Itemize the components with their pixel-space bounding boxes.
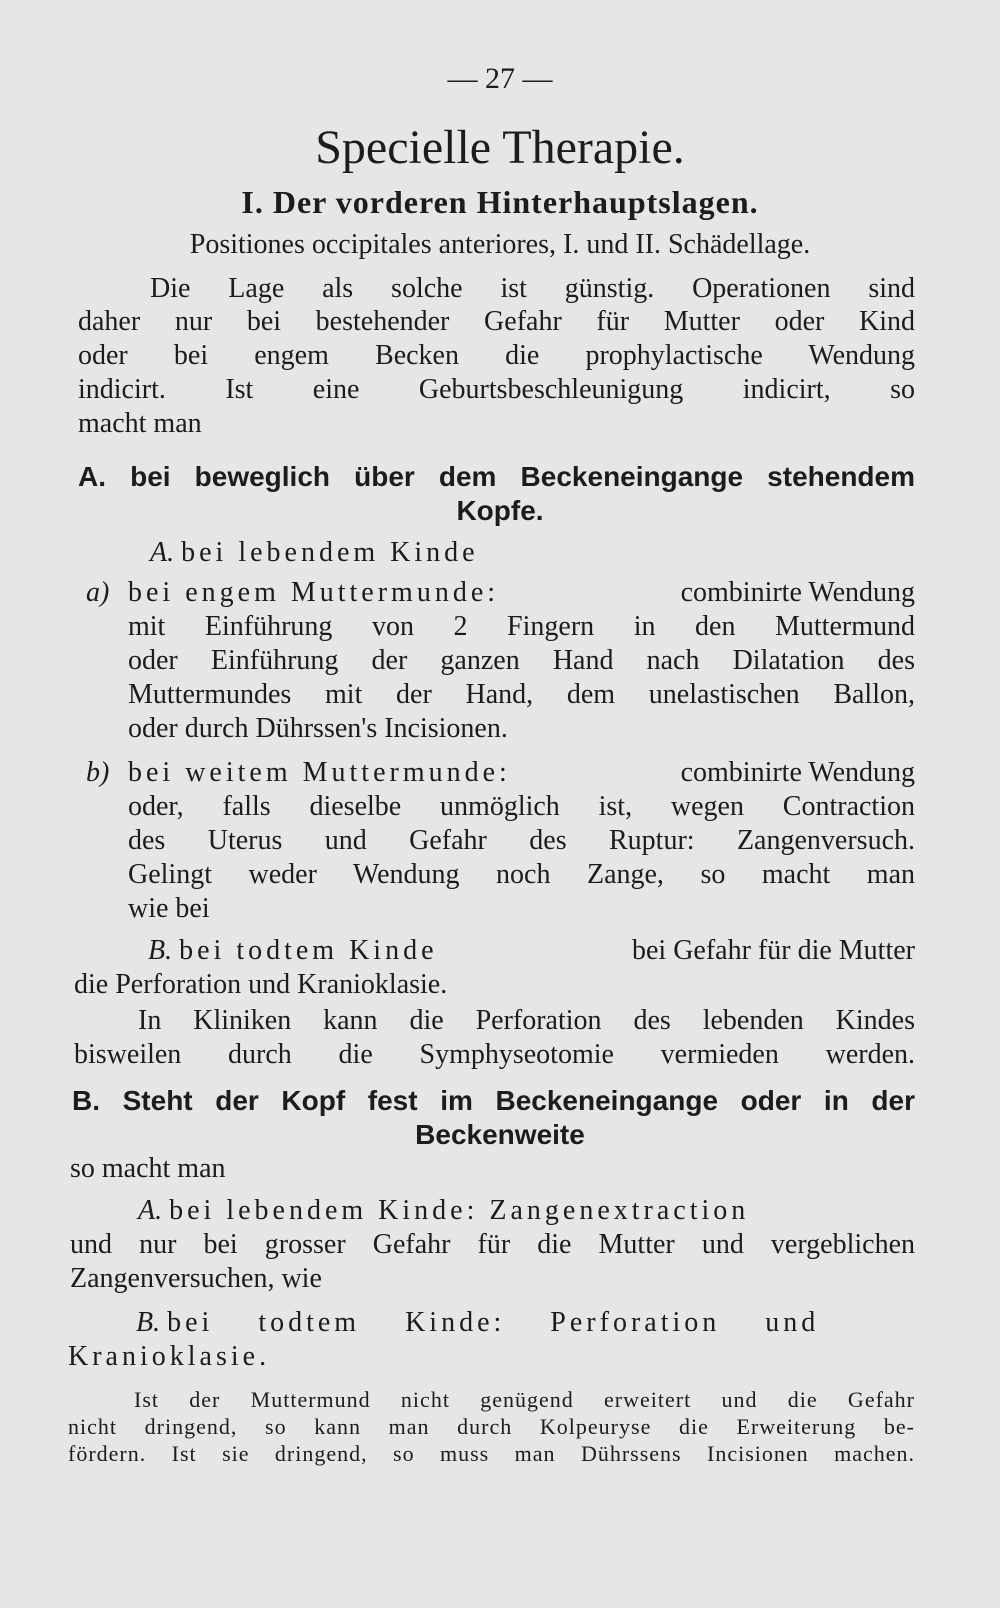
list-item-text: combinirte Wendung	[680, 757, 915, 788]
spaced-term: bei engem Muttermunde:	[128, 577, 500, 608]
paragraph-line: macht man	[78, 408, 202, 439]
list-item-line: oder durch Dührssen's Incisionen.	[128, 713, 508, 744]
paragraph-line: Zangenversuchen, wie	[70, 1263, 322, 1294]
paragraph-line: In Kliniken kann die Perforation des lebenden Kindes	[138, 1005, 915, 1036]
list-item-line: oder, falls dieselbe unmöglich ist, wegen Contraction	[128, 791, 915, 822]
list-marker: a)	[86, 577, 110, 608]
list-item-line	[128, 576, 915, 610]
page-title: Specielle Therapie.	[315, 121, 685, 174]
paragraph-line: indicirt. Ist eine Geburtsbeschleunigung indicirt, so	[78, 374, 915, 405]
footnote-line: fördern. Ist sie dringend, so muss man Dührssens Incisionen machen.	[68, 1441, 915, 1466]
footnote-line: nicht dringend, so kann man durch Kolpeuryse die Erweiterung be-	[68, 1414, 915, 1439]
list-item-text: combinirte Wendung	[680, 577, 915, 608]
subsection-letter: A.	[138, 1195, 163, 1226]
spaced-term: bei lebendem Kinde: Zangenextraction	[169, 1195, 750, 1226]
section-heading-roman: I. Der vorderen Hinterhauptslagen.	[241, 184, 759, 220]
subsection-text: bei lebendem Kinde	[181, 537, 479, 568]
footnote-line: Ist der Muttermund nicht genügend erweitert und die Gefahr	[134, 1387, 915, 1412]
paragraph-line: die Perforation und Kranioklasie.	[74, 969, 448, 1000]
paragraph-line: bisweilen durch die Symphyseotomie vermieden werden.	[74, 1039, 915, 1070]
section-a-heading-cont: Kopfe.	[456, 495, 544, 526]
section-a-heading: A. bei beweglich über dem Beckeneingange stehendem	[78, 461, 915, 492]
subsection-text: bei Gefahr für die Mutter	[632, 935, 915, 966]
subsection-line	[136, 1306, 915, 1340]
list-item-line	[128, 756, 915, 790]
list-item-line: des Uterus und Gefahr des Ruptur: Zangenversuch.	[128, 825, 915, 856]
subheading: Positiones occipitales anteriores, I. und II. Schädellage.	[189, 229, 811, 260]
subsection-letter: B.	[148, 935, 173, 966]
subsection-letter: B.	[136, 1307, 161, 1338]
list-item-line: wie bei	[128, 893, 210, 924]
section-b-heading: B. Steht der Kopf fest im Beckeneingange oder in der	[72, 1085, 915, 1116]
paragraph-line: Kranioklasie.	[68, 1341, 271, 1372]
subsection-letter: A.	[150, 537, 175, 568]
subsection-label	[150, 536, 479, 570]
paragraph-line: so macht man	[70, 1153, 226, 1184]
paragraph-line: daher nur bei bestehender Gefahr für Mutter oder Kind	[78, 306, 915, 337]
paragraph-line: oder bei engem Becken die prophylactische Wendung	[78, 340, 915, 371]
spaced-term: bei todtem Kinde	[179, 935, 438, 966]
paragraph-line: und nur bei grosser Gefahr für die Mutter und vergeblichen	[70, 1229, 915, 1260]
subsection-line	[138, 1194, 915, 1228]
spaced-term: bei todtem Kinde: Perforation und	[167, 1307, 820, 1338]
paragraph-line: Die Lage als solche ist günstig. Operationen sind	[150, 273, 915, 304]
list-item-line: mit Einführung von 2 Fingern in den Muttermund	[128, 611, 915, 642]
page-number: — 27 —	[447, 62, 553, 95]
list-marker: b)	[86, 757, 110, 788]
list-item-line: Gelingt weder Wendung noch Zange, so macht man	[128, 859, 915, 890]
list-item-line: oder Einführung der ganzen Hand nach Dilatation des	[128, 645, 915, 676]
spaced-term: bei weitem Muttermunde:	[128, 757, 511, 788]
section-b-heading-cont: Beckenweite	[415, 1119, 585, 1150]
list-item-line: Muttermundes mit der Hand, dem unelastischen Ballon,	[128, 679, 915, 710]
subsection-line	[148, 934, 915, 968]
